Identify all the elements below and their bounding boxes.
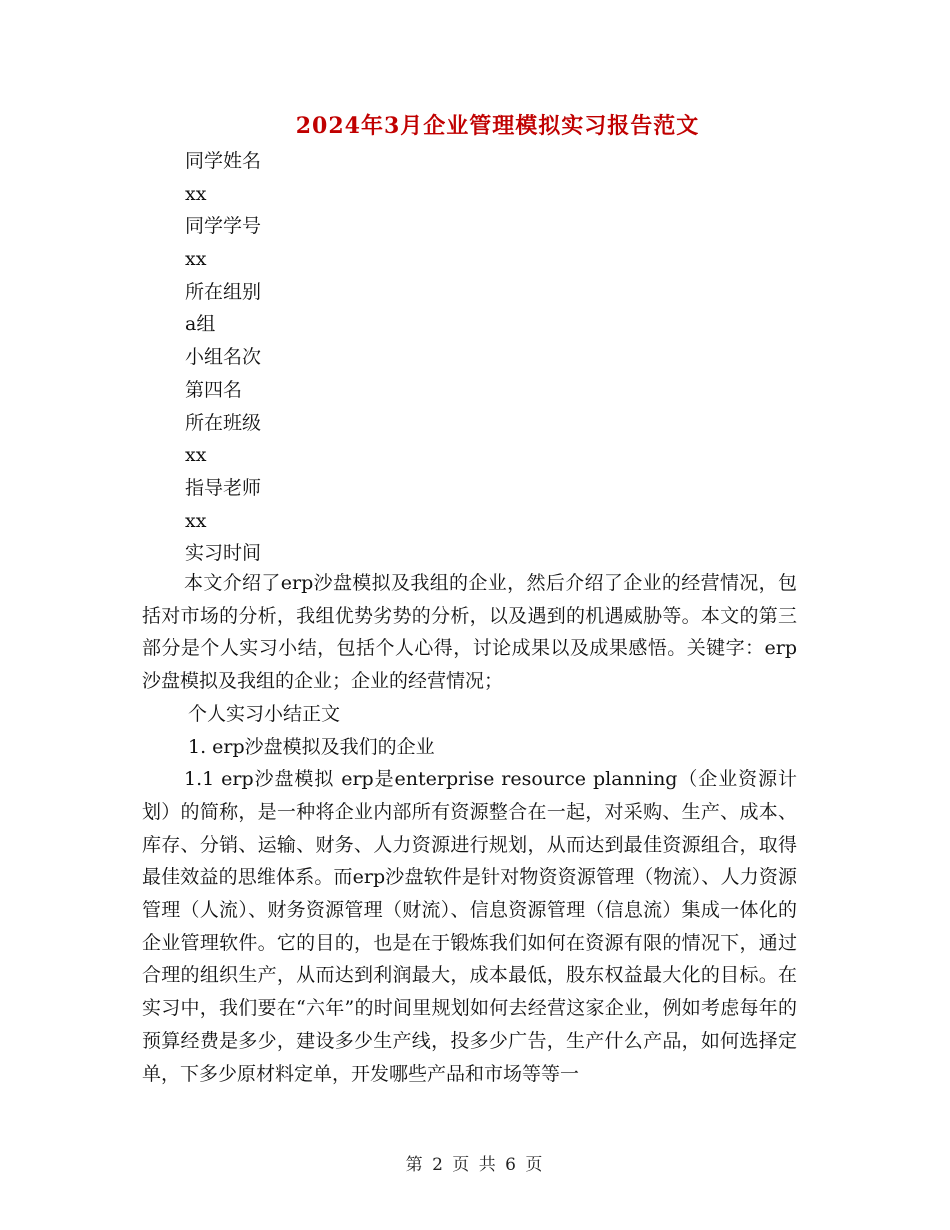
document-title: 2024年3月企业管理模拟实习报告范文 xyxy=(295,113,700,139)
info-line: 同学姓名 xyxy=(185,150,262,172)
abstract-paragraph: 本文介绍了erp沙盘模拟及我组的企业，然后介绍了企业的经营情况，包括对市场的分析，我组优势劣势的分析，以及遇到的机遇威胁等。本文的第三部分是个人实习小结，包括个人心得，讨论成果以及成果感悟。关键字：erp沙盘模拟及我组的企业；企业的经营情况； xyxy=(142,572,797,693)
student-info-list xyxy=(185,145,261,570)
info-line: 实习时间 xyxy=(185,542,262,565)
info-line: 指导老师 xyxy=(185,476,262,499)
info-line: a组 xyxy=(185,313,216,336)
info-line: 同学学号 xyxy=(185,215,262,238)
section-paragraph: 1.1 erp沙盘模拟 erp是enterprise resource planning（企业资源计划）的简称，是一种将企业内部所有资源整合在一起，对采购、生产、成本、库存、分销、运输、财务、人力资源进行规划，从而达到最佳资源组合，取得最佳效益的思维体系。而erp沙盘软件是针对物资资源管理（物流）、人力资源管理（人流）、财务资源管理（财流）、信息资源管理（信息流）集成一体化的企业管理软件。它的目的，也是在于锻炼我们如何在资源有限的情况下，通过合理的组织生产，从而达到利润最大，成本最低，股东权益最大化的目标。在实习中，我们要在“六年”的时间里规划如何去经营这家企业，例如考虑每年的预算经费是多少，建设多少生产线，投多少广告，生产什么产品，如何选择定单，下多少原材料定单，开发哪些产品和市场等等一 xyxy=(142,768,797,1085)
info-line: xx xyxy=(185,182,207,205)
section-heading: 1. erp沙盘模拟及我们的企业 xyxy=(188,735,435,758)
info-line: xx xyxy=(185,248,207,271)
body-intro-line: 个人实习小结正文 xyxy=(188,702,341,725)
info-line: xx xyxy=(185,444,207,467)
page-footer: 第 2 页 共 6 页 xyxy=(405,1155,545,1175)
info-line: 所在班级 xyxy=(185,411,262,434)
info-line: xx xyxy=(185,509,207,532)
info-line: 小组名次 xyxy=(185,346,262,369)
info-line: 第四名 xyxy=(185,378,243,401)
document-body xyxy=(142,567,797,1090)
info-line: 所在组别 xyxy=(185,280,262,303)
